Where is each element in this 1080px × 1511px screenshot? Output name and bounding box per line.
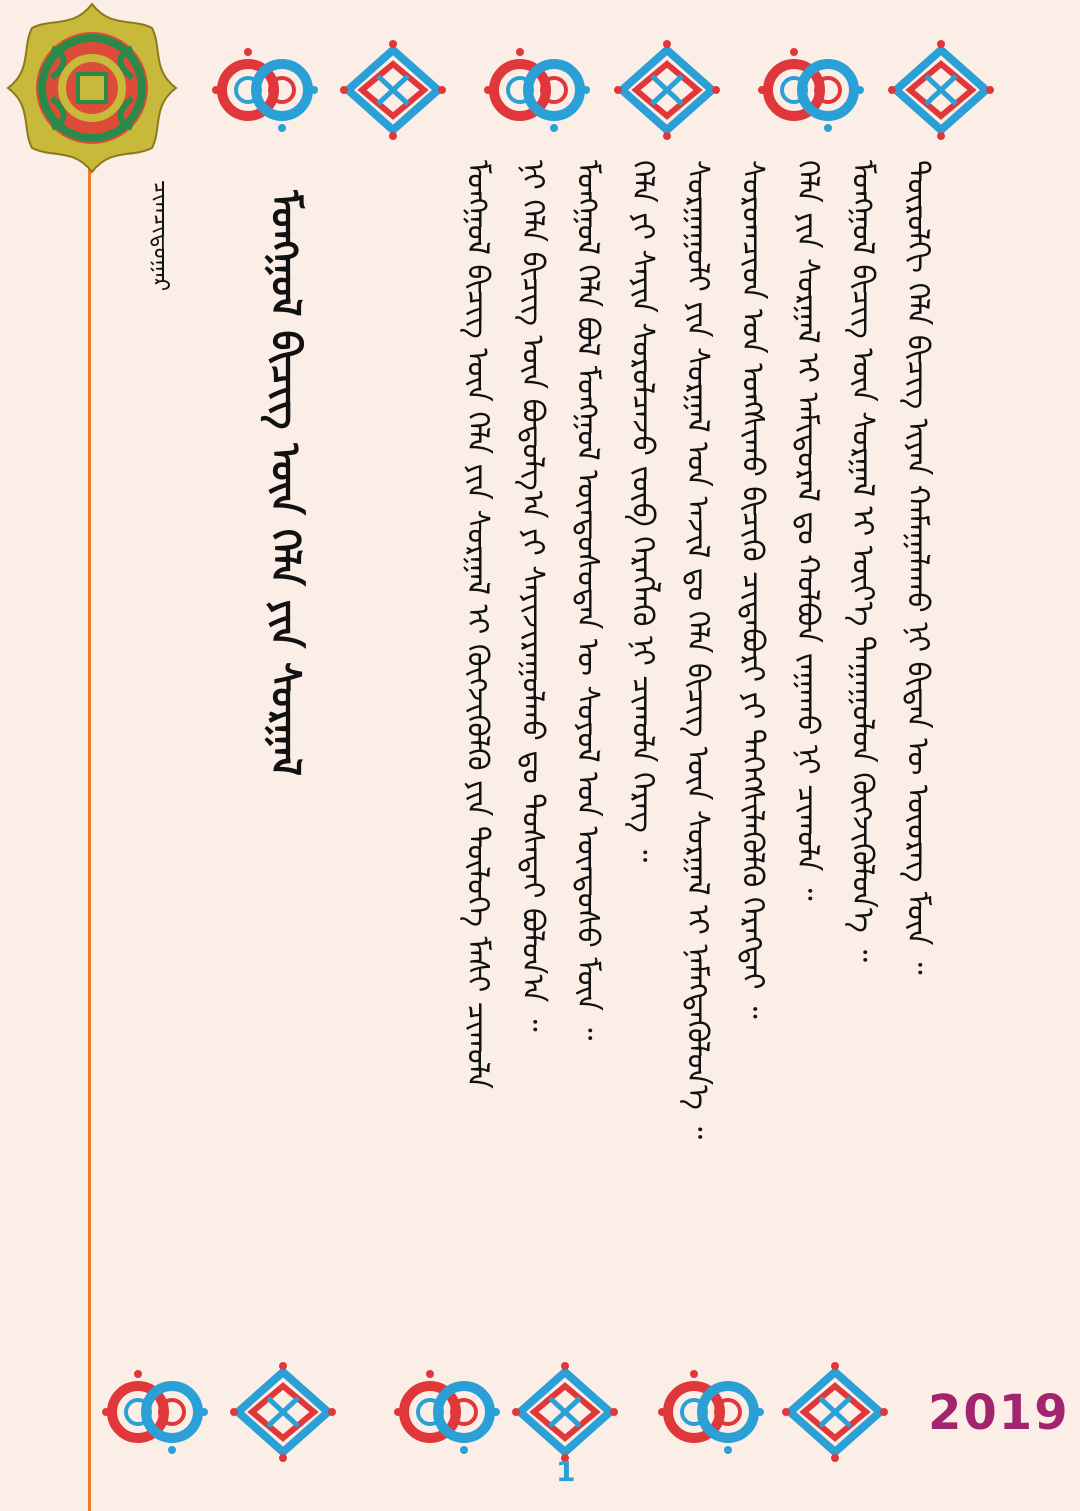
body-line: ᠬᠡᠯᠡ ᠶᠢᠨ ᠰᠤᠷᠭᠠᠯ ᠢ ᠠᠮᠢᠳᠤᠷᠠᠯ ᠳᠤ ᠬᠣᠯᠪᠣᠨ ᠵᠠᠭᠠᠬᠤ ᠨᠢ ᠴᠢᠬᠤᠯᠠ ᠃	[790, 160, 825, 901]
author-byline: ᠴᠢᠭᠴᠢᠳᠤᠭᠠᠷ	[148, 180, 173, 292]
ornamental-medallion-icon	[6, 2, 178, 174]
diamond-knot-icon	[338, 40, 448, 140]
year-badge: 2019	[928, 1385, 1070, 1441]
bottom-ornament-border	[100, 1362, 920, 1462]
body-line: ᠮᠣᠩᠭᠣᠯ ᠬᠡᠯᠡ ᠪᠣᠯ ᠮᠣᠩᠭᠣᠯ ᠦᠨᠳᠦᠰᠦᠲᠡᠨ ᠦ ᠰᠣᠶᠣᠯ ᠤᠨ ᠦᠨᠳᠦᠰᠦ ᠮᠥᠨ ᠃	[570, 160, 605, 1041]
ring-knot-icon	[210, 40, 320, 140]
ring-knot-icon	[656, 1362, 766, 1462]
body-line: ᠨᠢ ᠬᠡᠯᠡ ᠪᠢᠴᠢᠭ ᠦᠨ ᠪᠣᠳᠣᠯᠭ᠎ᠠ ᠶᠢ ᠰᠠᠶᠢᠵᠢᠷᠠᠭᠤᠯᠬᠤ ᠳᠤ ᠲᠤᠰᠠᠲᠠᠢ ᠪᠣᠯᠤᠨ᠎ᠠ ᠃	[515, 160, 550, 1032]
diamond-knot-icon	[510, 1362, 620, 1462]
diamond-knot-icon	[780, 1362, 890, 1462]
body-line: ᠮᠣᠩᠭᠣᠯ ᠪᠢᠴᠢᠭ ᠦᠨ ᠰᠤᠷᠭᠠᠯ ᠢ ᠦᠶ᠎ᠡ ᠳᠠᠭᠠᠭᠤᠯᠤᠨ ᠬᠥᠭᠵᠢᠭᠦᠯᠦᠨ᠎ᠡ ᠃	[845, 160, 880, 962]
body-line: ᠮᠣᠩᠭᠣᠯ ᠪᠢᠴᠢᠭ ᠦᠨ ᠬᠡᠯᠡ ᠶᠢᠨ ᠰᠤᠷᠭᠠᠯ ᠢ ᠬᠥᠭᠵᠢᠭᠦᠯᠬᠦ ᠶᠢᠨ ᠲᠥᠯᠦᠭᠡ ᠮᠠᠰᠢ ᠴᠢᠬᠤᠯᠠ	[460, 160, 495, 1089]
ring-knot-icon	[756, 40, 866, 140]
body-line: ᠲᠥᠷᠥᠯᠬᠢ ᠬᠡᠯᠡ ᠪᠢᠴᠢᠭ ᠢᠶᠡᠨ ᠬᠠᠮᠠᠭᠠᠯᠠᠬᠤ ᠨᠢ ᠪᠢᠳᠡᠨ ᠦ ᠦᠦᠷᠡᠭ ᠮᠥᠨ ᠃	[900, 160, 935, 975]
diamond-knot-icon	[612, 40, 722, 140]
body-line: ᠰᠤᠷᠭᠠᠭᠤᠯᠢ ᠶᠢᠨ ᠰᠤᠷᠭᠠᠯ ᠤᠨ ᠠᠵᠢᠯ ᠳᠤ ᠬᠡᠯᠡ ᠪᠢᠴᠢᠭ ᠦᠨ ᠰᠤᠷᠭᠠᠯ ᠢ ᠨᠡᠮᠡᠭᠳᠡᠭᠦᠯᠦᠨ᠎ᠡ ᠃	[680, 160, 715, 1140]
ring-knot-icon	[392, 1362, 502, 1462]
margin-rule	[88, 150, 91, 1511]
diamond-knot-icon	[228, 1362, 338, 1462]
ring-knot-icon	[482, 40, 592, 140]
body-line: ᠬᠡᠯᠡ ᠶᠢ ᠰᠠᠶᠢᠨ ᠰᠤᠷᠤᠯᠴᠠᠵᠤ ᠵᠥᠪ ᠬᠡᠷᠡᠭᠯᠡᠬᠦ ᠨᠢ ᠴᠢᠬᠤᠯᠠ ᠬᠡᠷᠡᠭ ᠃	[625, 160, 660, 863]
article-title: ᠮᠣᠩᠭᠣᠯ ᠪᠢᠴᠢᠭ ᠦᠨ ᠬᠡᠯᠡ ᠶᠢᠨ ᠰᠤᠷᠭᠠᠯ	[262, 190, 309, 777]
diamond-knot-icon	[886, 40, 996, 140]
ring-knot-icon	[100, 1362, 210, 1462]
top-ornament-border	[200, 40, 1020, 140]
page-number: 1	[556, 1455, 576, 1488]
body-line: ᠰᠤᠷᠤᠭᠴᠢᠳ ᠤᠨ ᠤᠩᠰᠢᠬᠤ ᠪᠢᠴᠢᠬᠦ ᠴᠢᠳᠠᠪᠤᠷᠢ ᠶᠢ ᠳᠡᠭᠡᠭᠰᠢᠯᠡᠭᠦᠯᠬᠦ ᠬᠡᠷᠡᠭᠲᠡᠢ ᠃	[735, 160, 770, 1019]
